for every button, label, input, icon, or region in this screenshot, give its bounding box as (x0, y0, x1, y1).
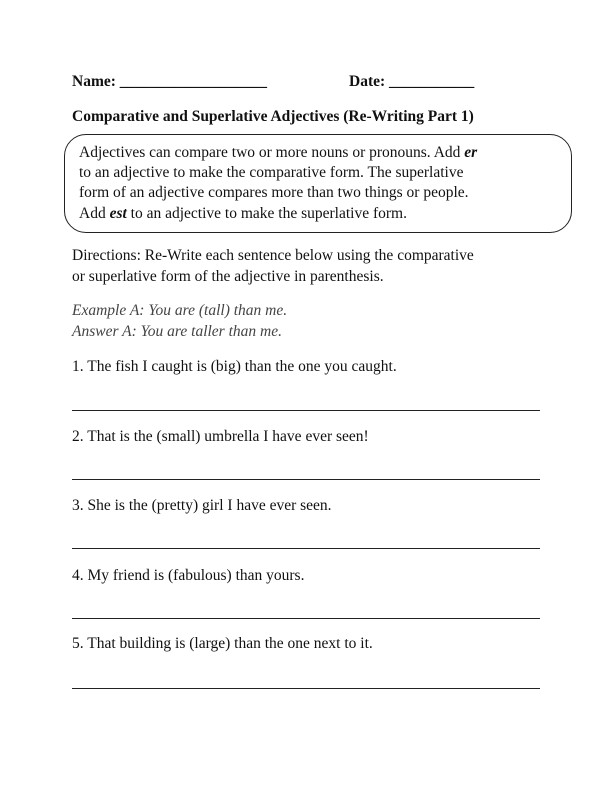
answer-line-2[interactable] (72, 479, 540, 480)
suffix-er: er (464, 144, 478, 161)
rules-line-3: form of an adjective compares more than two things or people. (79, 184, 469, 201)
rules-line-4 (79, 205, 407, 223)
suffix-est: est (109, 205, 127, 222)
answer-line-1[interactable] (72, 410, 540, 411)
rules-text: Adjectives can compare two or more nouns or pronouns. Add (79, 144, 465, 161)
question-5: 5. That building is (large) than the one next to it. (72, 635, 373, 652)
answer-line-5[interactable] (72, 688, 540, 689)
example-answer: Answer A: You are taller than me. (72, 323, 282, 340)
name-field-label: Name: ___________________ (72, 73, 268, 90)
rules-text: to an adjective to make the superlative form. (126, 205, 407, 222)
answer-line-3[interactable] (72, 548, 540, 549)
example-question: Example A: You are (tall) than me. (72, 302, 288, 319)
date-field-label: Date: ___________ (349, 73, 475, 90)
directions-line-1: Directions: Re-Write each sentence below using the comparative (72, 247, 474, 264)
question-4: 4. My friend is (fabulous) than yours. (72, 567, 305, 584)
answer-line-4[interactable] (72, 618, 540, 619)
question-3: 3. She is the (pretty) girl I have ever seen. (72, 497, 332, 514)
question-2: 2. That is the (small) umbrella I have ever seen! (72, 428, 369, 445)
question-1: 1. The fish I caught is (big) than the one you caught. (72, 358, 397, 375)
rules-box (64, 134, 572, 233)
rules-line-2: to an adjective to make the comparative form. The superlative (79, 164, 464, 181)
worksheet-title: Comparative and Superlative Adjectives (Re-Writing Part 1) (72, 108, 474, 125)
rules-line-1 (79, 144, 477, 162)
header-row (72, 73, 475, 91)
directions-line-2: or superlative form of the adjective in parenthesis. (72, 268, 384, 285)
rules-text: Add (79, 205, 110, 222)
